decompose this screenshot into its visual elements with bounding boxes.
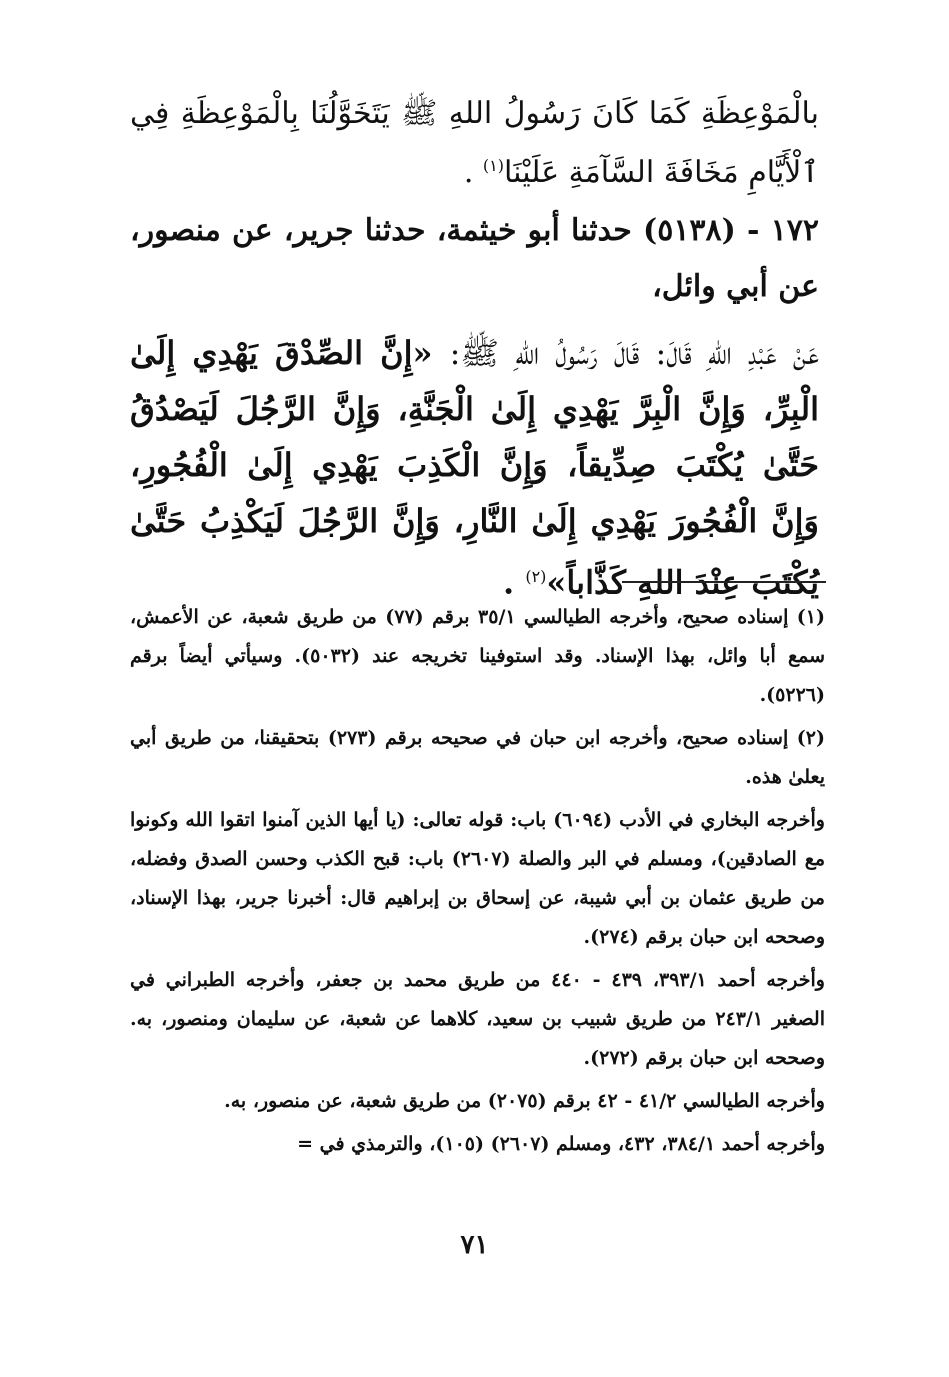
opening-end: . [463,155,474,190]
hadith-intro: عَنْ عَبْدِ اللهِ قَالَ: قَالَ رَسُولُ اللهِ ﷺ: [449,334,820,372]
footnote-2-bukhari: وأخرجه البخاري في الأدب (٦٠٩٤) باب: قوله تعالى: (يا أيها الذين آمنوا اتقوا الله وكونوا مع الصادقين)، ومسلم في البر والصلة (٢٦٠٧) باب: قبح الكذب وحسن الصدق وفضله، من طريق عثمان بن أبي شيبة، عن إسحاق بن إبراهيم قال: أخبرنا جرير، بهذا الإسناد، وصححه ابن حبان برقم (٢٧٤). [130,809,825,948]
footnote-2-tayalisi: وأخرجه الطيالسي ٤١/٢ - ٤٢ برقم (٢٠٧٥) من طريق شعبة، عن منصور، به. [224,1090,825,1112]
footnote-ref-2: (٢) [525,567,547,586]
footnote-2-continued: وأخرجه أحمد ٣٨٤/١، ٤٣٢، ومسلم (٢٦٠٧) (١٠٥)، والترمذي في = [297,1133,825,1155]
footnote-2: (٢) إسناده صحيح، وأخرجه ابن حبان في صحيحه برقم (٢٧٣) بتحقيقنا، من طريق أبي يعلىٰ هذه. [130,727,825,788]
opening-text: بالْمَوْعِظَةِ كَمَا كَانَ رَسُولُ اللهِ ﷺ يَتَخَوَّلُنَا بِالْمَوْعِظَةِ فِي ٱلْأَيَّامِ مَخَافَةَ السَّآمَةِ عَلَيْنَا [130,96,819,190]
opening-paragraph [130,88,819,199]
footnote-1: (١) إسناده صحيح، وأخرجه الطيالسي ٣٥/١ برقم (٧٧) من طريق شعبة، عن الأعمش، سمع أبا وائل، بهذا الإسناد. وقد استوفينا تخريجه عند (٥٠٣٢). وسيأتي أيضاً برقم (٥٢٢٦). [130,606,825,706]
main-text [130,88,819,611]
footnote-separator [622,581,826,583]
hadith-matn: «إِنَّ الصِّدْقَ يَهْدِي إِلَىٰ الْبِرِّ، وَإِنَّ الْبِرَّ يَهْدِي إِلَىٰ الْجَنَّةِ، وَإِنَّ الرَّجُلَ لَيَصْدُقُ حَتَّىٰ يُكْتَبَ صِدِّيقاً، وَإِنَّ الْكَذِبَ يَهْدِي إِلَىٰ الْفُجُورِ، وَإِنَّ الْفُجُورَ يَهْدِي إِلَىٰ النَّارِ، وَإِنَّ الرَّجُلَ لَيَكْذِبُ حَتَّىٰ يُكْتَبَ عِنْدَ اللهِ كَذَّاباً» [130,334,819,602]
footnote-2-ahmad: وأخرجه أحمد ٣٩٣/١، ٤٣٩ - ٤٤٠ من طريق محمد بن جعفر، وأخرجه الطبراني في الصغير ٢٤٣/١ من طريق شبيب بن سعيد، كلاهما عن شعبة، عن سليمان ومنصور، به. وصححه ابن حبان برقم (٢٧٢). [130,969,825,1069]
footnote-ref-1: (١) [482,156,505,175]
hadith-end: . [503,563,515,602]
footnotes [130,598,825,1164]
hadith-matn-paragraph [130,325,819,611]
page-number: ٧١ [460,1230,489,1260]
hadith-isnad: ١٧٢ - (٥١٣٨) حدثنا أبو خيثمة، حدثنا جرير، عن منصور، عن أبي وائل، [130,213,819,304]
